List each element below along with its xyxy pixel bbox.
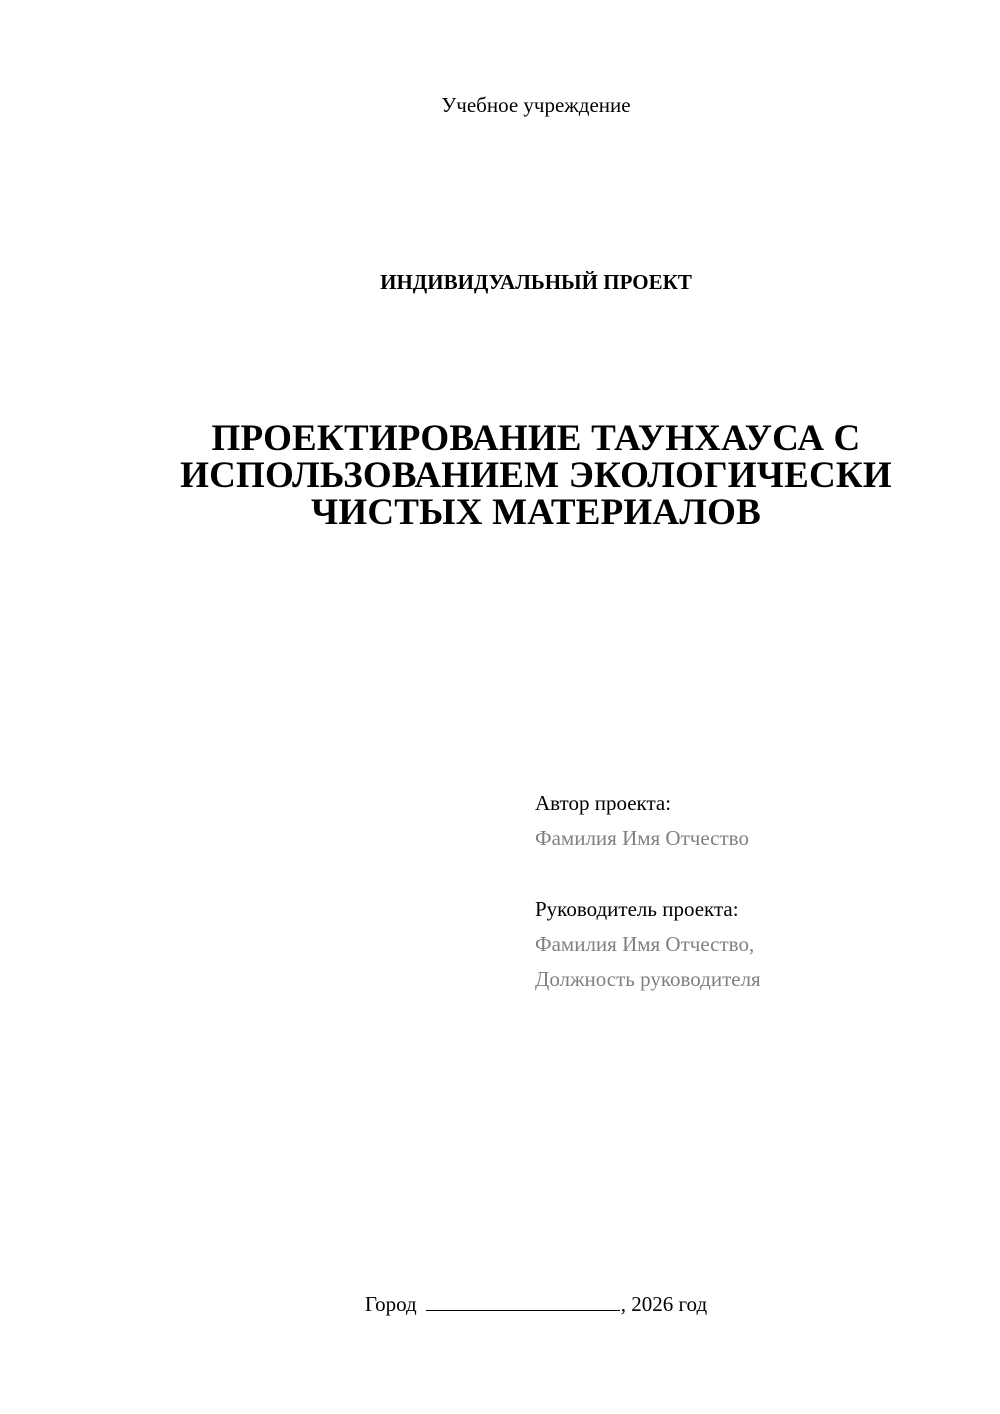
project-title-line: ЧИСТЫХ МАТЕРИАЛОВ [311, 492, 761, 533]
project-title-line: ИСПОЛЬЗОВАНИЕМ ЭКОЛОГИЧЕСКИ [180, 455, 892, 496]
supervisor-position-placeholder: Должность руководителя [535, 967, 761, 991]
year-text: , 2026 год [620, 1292, 708, 1316]
institution-name: Учебное учреждение [441, 93, 631, 117]
city-blank-underline [426, 1290, 620, 1311]
project-title-line: ПРОЕКТИРОВАНИЕ ТАУНХАУСА С [211, 418, 861, 459]
author-label: Автор проекта: [535, 791, 672, 815]
city-year-line [0, 1290, 1000, 1318]
author-block [535, 786, 975, 856]
city-label: Город [364, 1292, 417, 1316]
supervisor-label: Руководитель проекта: [535, 897, 739, 921]
project-type-heading: ИНДИВИДУАЛЬНЫЙ ПРОЕКТ [380, 270, 692, 294]
project-title [0, 420, 1000, 531]
author-name-placeholder: Фамилия Имя Отчество [535, 826, 749, 850]
supervisor-name-placeholder: Фамилия Имя Отчество, [535, 932, 755, 956]
supervisor-block [535, 892, 975, 997]
